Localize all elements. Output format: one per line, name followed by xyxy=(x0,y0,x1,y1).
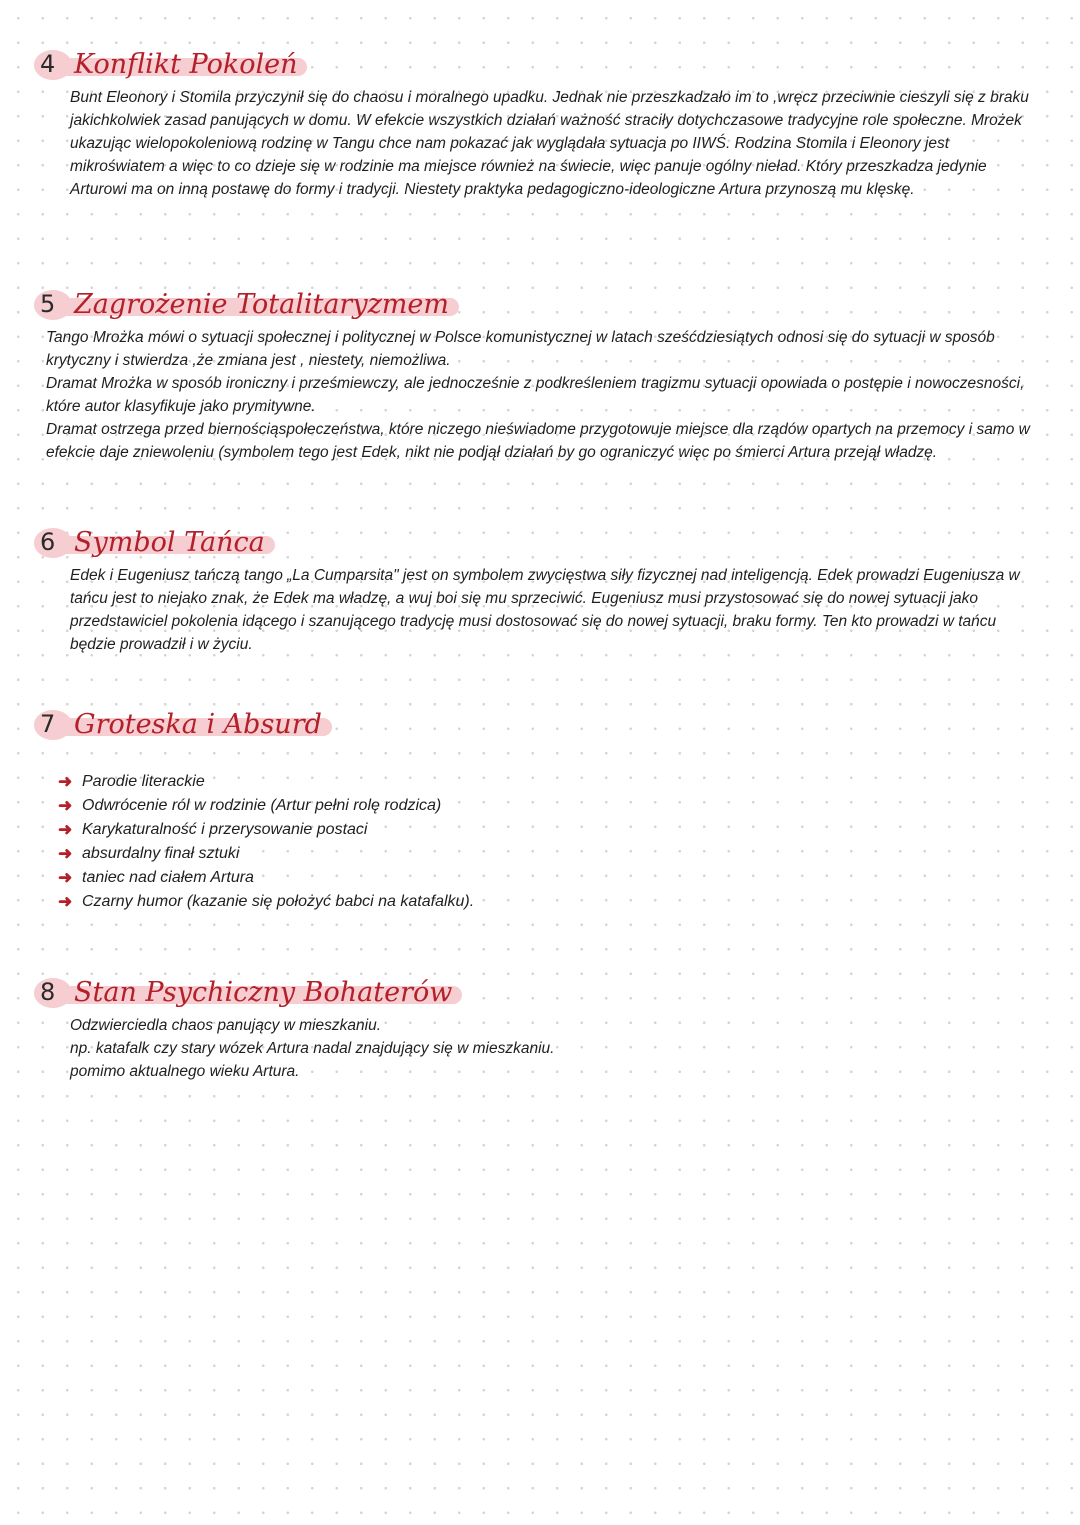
section-heading xyxy=(40,42,1050,86)
paragraph: Odzwierciedla chaos panujący w mieszkaniu. xyxy=(70,1017,382,1034)
list-item xyxy=(58,866,1050,890)
paragraph: pomimo aktualnego wieku Artura. xyxy=(70,1063,300,1080)
list-item xyxy=(58,890,1050,914)
section-konflikt-pokolen xyxy=(40,42,1050,201)
section-body xyxy=(40,86,1050,201)
section-title: Zagrożenie Totalitaryzmem xyxy=(70,289,453,320)
section-title: Stan Psychiczny Bohaterów xyxy=(70,977,456,1008)
section-symbol-tanca xyxy=(40,520,1050,656)
section-number: 5 xyxy=(40,290,56,318)
list-item xyxy=(58,770,1050,794)
paragraph: Dramat Mrożka w sposób ironiczny i prześmiewczy, ale jednocześnie z podkreśleniem tragizmu sytuacji opowiada o postępie i nowoczesności, które autor klasyfikuje jako prymitywne. xyxy=(46,375,1025,415)
arrow-right-icon: ➜ xyxy=(58,868,73,887)
section-groteska-i-absurd xyxy=(40,702,1050,914)
section-number: 8 xyxy=(40,978,56,1006)
list-item xyxy=(58,794,1050,818)
section-body xyxy=(40,1014,1050,1083)
section-body xyxy=(40,564,1050,656)
section-heading xyxy=(40,970,1050,1014)
list-item-text: Karykaturalność i przerysowanie postaci xyxy=(82,821,368,838)
section-title: Symbol Tańca xyxy=(70,527,269,558)
section-title: Konflikt Pokoleń xyxy=(70,49,301,80)
section-body xyxy=(40,326,1050,464)
section-number: 7 xyxy=(40,710,56,738)
list-item-text: Czarny humor (kazanie się położyć babci na katafalku). xyxy=(82,893,475,910)
section-title: Groteska i Absurd xyxy=(70,709,326,740)
paragraph: Dramat ostrzega przed biernościąspołeczeństwa, które niczego nieświadome przygotowuje miejsce dla rządów opartych na przemocy i samo w efekcie daje zniewoleniu (symbolem tego jest Edek, nikt nie podjął działań by go ograniczyć więc po śmierci Artura przejął władzę. xyxy=(46,421,1030,461)
list-item xyxy=(58,818,1050,842)
arrow-right-icon: ➜ xyxy=(58,892,73,911)
section-heading xyxy=(40,520,1050,564)
paragraph: Tango Mrożka mówi o sytuacji społecznej i politycznej w Polsce komunistycznej w latach sześćdziesiątych odnosi się do sytuacji w sposób krytyczny i stwierdza ,że zmiana jest , niestety, niemożliwa. xyxy=(46,329,995,369)
list-item xyxy=(58,842,1050,866)
arrow-right-icon: ➜ xyxy=(58,844,73,863)
list-item-text: absurdalny finał sztuki xyxy=(82,845,240,862)
arrow-right-icon: ➜ xyxy=(58,796,73,815)
section-stan-psychiczny-bohaterow xyxy=(40,970,1050,1083)
groteska-list xyxy=(40,770,1050,914)
section-number: 4 xyxy=(40,50,56,78)
section-heading xyxy=(40,702,1050,746)
list-item-text: Odwrócenie ról w rodzinie (Artur pełni rolę rodzica) xyxy=(82,797,442,814)
section-number: 6 xyxy=(40,528,56,556)
paragraph: np. katafalk czy stary wózek Artura nadal znajdujący się w mieszkaniu. xyxy=(70,1040,555,1057)
list-item-text: taniec nad ciałem Artura xyxy=(82,869,254,886)
arrow-right-icon: ➜ xyxy=(58,820,73,839)
section-zagrozenie-totalitaryzmem xyxy=(40,282,1050,464)
arrow-right-icon: ➜ xyxy=(58,772,73,791)
section-heading xyxy=(40,282,1050,326)
paragraph: Bunt Eleonory i Stomila przyczynił się do chaosu i moralnego upadku. Jednak nie przeszkadzało im to ,wręcz przeciwnie cieszyli się z braku jakichkolwiek zasad panujących w domu. W efekcie wszystkich działań ważność straciły dotychczasowe tradycyjne role społeczne. Mrożek ukazując wielopokoleniową rodzinę w Tangu chce nam pokazać jak wyglądała sytuacja po IIWŚ. Rodzina Stomila i Eleonory jest mikroświatem a więc to co dzieje się w rodzinie ma miejsce również na świecie, więc panuje ogólny nieład. Który przeszkadza jedynie Arturowi ma on inną postawę do formy i tradycji. Niestety praktyka pedagogiczno-ideologiczne Artura przynoszą mu klęskę. xyxy=(70,89,1029,198)
paragraph: Edek i Eugeniusz tańczą tango „La Cumparsita" jest on symbolem zwycięstwa siły fizycznej nad inteligencją. Edek prowadzi Eugeniusza w tańcu jest to niejako znak, że Edek ma władzę, a wuj boi się mu sprzeciwić. Eugeniusz musi przystosować się do nowej sytuacji jako przedstawiciel pokolenia idącego i szanującego tradycję musi dostosować się do nowej sytuacji, braku formy. Ten kto prowadzi w tańcu będzie prowadził i w życiu. xyxy=(70,567,1020,653)
list-item-text: Parodie literackie xyxy=(82,773,205,790)
